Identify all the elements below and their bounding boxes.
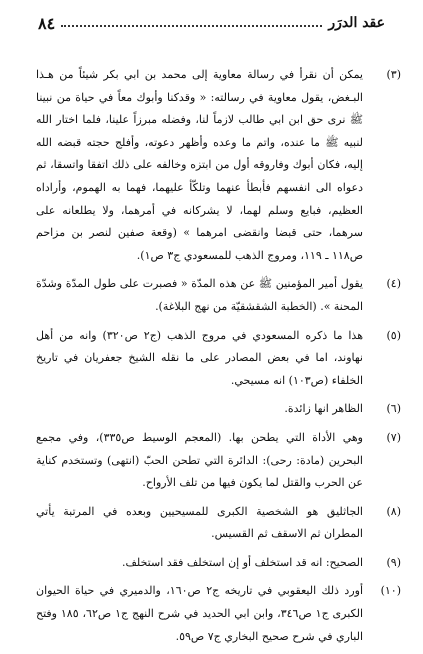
footnote-number: (٧) xyxy=(386,430,401,444)
footnote-text: هذا ما ذكره المسعودي في مروج الذهب (ج٢ ص٣٢٠) وانه من أهل نهاوند، اما في بعض المصادر على ما نقله الشيخ جعفريان في تاريخ الخلفاء (ص١٠٣) انه مسيحي. xyxy=(36,328,364,387)
footnote-number: (٨) xyxy=(386,504,401,518)
footnote-text: الظاهر انها زائدة. xyxy=(284,402,363,416)
footnote-number: (٣) xyxy=(386,68,401,81)
footnote xyxy=(36,501,401,546)
footnotes xyxy=(36,64,401,654)
footnote-number: (٩) xyxy=(386,555,401,569)
footnote xyxy=(36,427,401,495)
footnote-text: يقول أمير المؤمنين ﷺ عن هذه المدّة « فصبرت على طول المدّة وشدّة المحنة ». (الخطبة الشقشقيّة من نهج البلاغة). xyxy=(36,277,363,313)
footnote xyxy=(36,552,401,575)
footnote-number: (٦) xyxy=(386,402,401,416)
footnote-text: الجاثليق هو الشخصية الكبرى للمسيحيين وبعده في المرتبة يأتي المطران ثم الاسقف ثم القسيس. xyxy=(36,504,363,541)
footnote-number: (١٠) xyxy=(380,584,401,598)
footnote-text: وهي الأداة التي يطحن بها. (المعجم الوسيط ص٣٣٥)، وفي مجمع البحرين (مادة: رحى): الدائرة التي تطحن الحبّ (انتهى) وتستخدم كناية عن الحرب والقتل لما يكون فيها من تلف الأرواح. xyxy=(36,430,363,490)
footnote xyxy=(36,580,401,648)
book-title: عقد الدرَر xyxy=(328,15,385,31)
footnote-text: يمكن أن نقرأ في رسالة معاوية إلى محمد بن ابي بكر شيئاً من هـذا البـغض، يقول معاوية في رسالته: « وقدكنا وأبوك معاً في حياة من نبينا ﷺ نرى حق ابن ابي طالب لازماً لنا، وفضله مبرزاً علينا، فلما اختار الله لنبيه ﷺ ما عنده، واتم ما وعده وأظهر دعوته، وأفلج حجته قبضه الله إليه، فكان أبوك وفاروقه أول من ابتزه وخالفه على ذلك اتفقا واتسقا، ثم دعواه الى انفسهم فأبطأ عنهما وتلكّأ عليهما، فهما به الهموم، وأراداه العظيم، فبايع وسلم لهما، لا يشركانه في أمرهما، ولا يطلعانه على سرهما، حتى قبضا وانقضى امرهما » (وقعة صفين لنصر بن مزاحم ص١١٨ ـ ١١٩، ومروج الذهب للمسعودي ج٣ ص١). xyxy=(36,68,363,262)
page-number: ٨٤ xyxy=(38,13,56,33)
footnote xyxy=(36,398,401,421)
footnote xyxy=(36,325,401,393)
header-dot-leader xyxy=(61,25,322,27)
footnote-text: أورد ذلك اليعقوبي في تاريخه ج٢ ص١٦٠، والدميري في حياة الحيوان الكبرى ج١ ص٣٤٦، وابن ابي الحديد في شرح النهج ج١ ص٦٢، ١٨٥ وفتح الباري في شرح صحيح البخاري ج٧ ص٥٩. xyxy=(36,584,364,643)
footnote xyxy=(36,273,401,318)
footnote-text: الصحيح: انه قد استخلف أو إن استخلف فقد استخلف. xyxy=(122,555,363,569)
footnote xyxy=(36,64,401,267)
page-header xyxy=(38,12,385,34)
footnote-number: (٥) xyxy=(386,328,401,342)
footnote-number: (٤) xyxy=(386,277,401,291)
